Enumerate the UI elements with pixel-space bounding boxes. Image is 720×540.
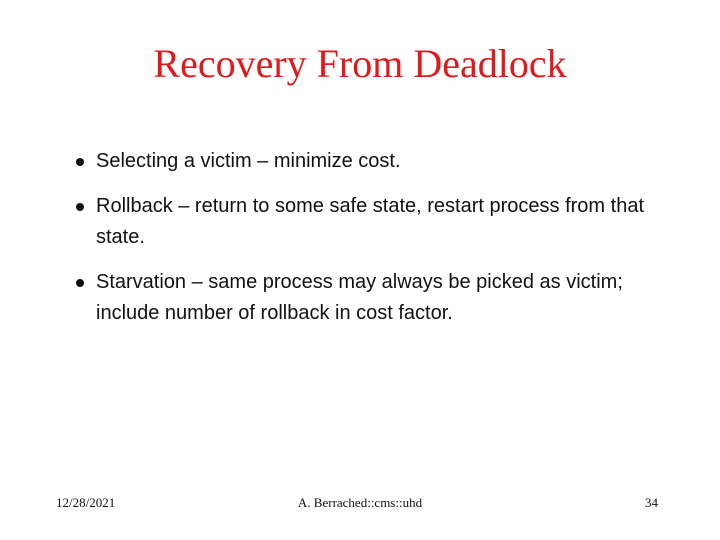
bullet-item xyxy=(72,267,672,329)
bullet-dot-icon xyxy=(76,158,84,166)
bullet-dot-icon xyxy=(76,279,84,287)
bullet-list xyxy=(72,146,672,343)
slide-title: Recovery From Deadlock xyxy=(153,41,567,86)
bullet-text: Selecting a victim – minimize cost. xyxy=(96,150,401,172)
footer-date: 12/28/2021 xyxy=(56,495,116,510)
bullet-item xyxy=(72,146,672,177)
footer-author: A. Berrached::cms::uhd xyxy=(297,495,423,510)
page-number: 34 xyxy=(645,495,658,510)
bullet-text: Starvation – same process may always be picked as victim; include number of rollback in cost factor. xyxy=(96,271,623,324)
bullet-dot-icon xyxy=(76,203,84,211)
bullet-text: Rollback – return to some safe state, restart process from that state. xyxy=(96,195,645,248)
bullet-item xyxy=(72,191,672,253)
